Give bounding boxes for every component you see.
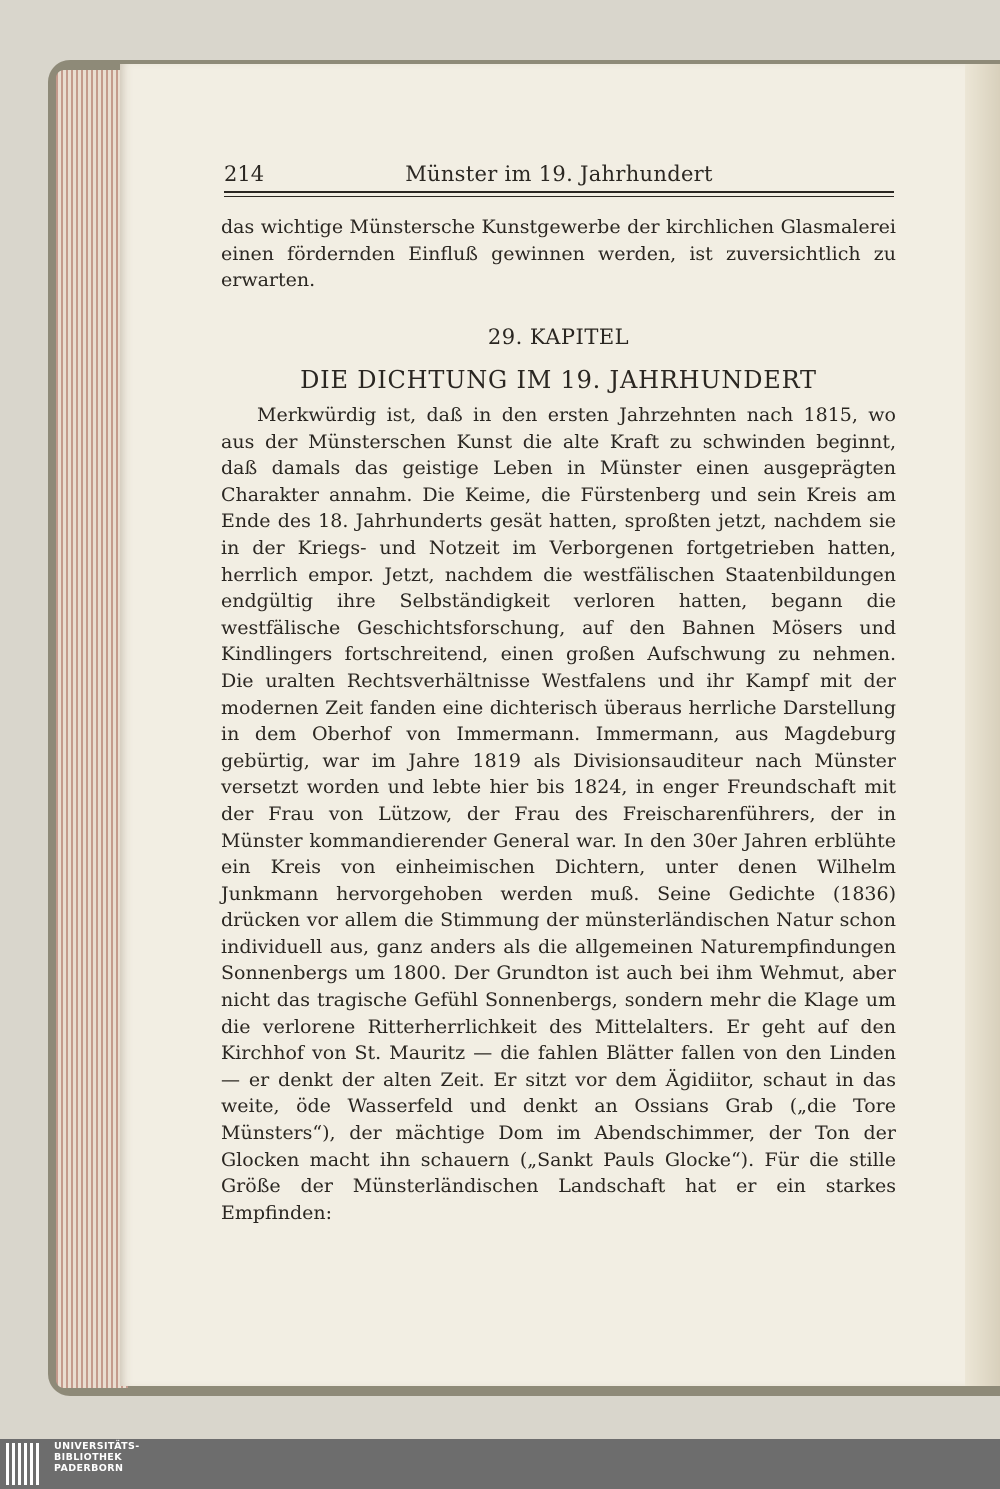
paragraph-text: das wichtige Münstersche Kunstgewerbe der kirchlichen Glasmalerei einen fördernden Einfluß gewinnen werden, ist zuversichtlich zu erwarten. [221,216,896,292]
header-rule-thin [224,196,894,197]
chapter-number: 29. KAPITEL [487,325,630,349]
page-number: 214 [224,162,265,186]
chapter-title: DIE DICHTUNG IM 19. JAHRHUNDERT [300,366,817,394]
library-logo-text [54,1441,214,1474]
page-fold-edge [965,64,1000,1386]
logo-line: UNIVERSITÄTS- [54,1441,140,1452]
main-paragraph [221,402,896,1226]
running-title: Münster im 19. Jahrhundert [405,162,713,186]
library-logo-icon [6,1443,46,1485]
paragraph-text: Merkwürdig ist, daß in den ersten Jahrzehnten nach 1815, wo aus der Münsterschen Kunst die alte Kraft zu schwinden beginnt, daß damals das geistige Leben in Münster einen ausgeprägten Charakter annahm. Die Keime, die Fürstenberg und sein Kreis am Ende des 18. Jahrhunderts gesät hatten, sproßten jetzt, nachdem sie in der Kriegs- und Notzeit im Verborgenen fortgetrieben hatten, herrlich empor. Jetzt, nachdem die westfälischen Staatenbildungen endgültig ihre Selbständigkeit verloren hatten, begann die westfälische Geschichtsforschung, auf den Bahnen Mösers und Kindlingers fortschreitend, einen großen Aufschwung zu nehmen. Die uralten Rechtsverhältnisse Westfalens und ihr Kampf mit der modernen Zeit fanden eine dichterisch überaus herrliche Darstellung in dem Oberhof von Immermann. Immermann, aus Magdeburg gebürtig, war im Jahre 1819 als Divisionsauditeur nach Münster versetzt worden und lebte hier bis 1824, in enger Freundschaft mit der Frau von Lützow, der Frau des Freischarenführers, der in Münster kommandierender General war. In den 30er Jahren erblühte ein Kreis von einheimischen Dichtern, unter denen Wilhelm Junkmann hervorgehoben werden muß. Seine Gedichte (1836) drücken vor allem die Stimmung der münsterländischen Natur schon individuell aus, ganz anders als die allgemeinen Naturempfindungen Sonnenbergs um 1800. Der Grundton ist auch bei ihm Wehmut, aber nicht das tragische Gefühl Sonnenbergs, sondern mehr die Klage um die verlorene Ritterherrlichkeit des Mittelalters. Er geht auf den Kirchhof von St. Mauritz — die fahlen Blätter fallen von den Linden — er denkt der alten Zeit. Er sitzt vor dem Ägidiitor, schaut in das weite, öde Wasserfeld und denkt an Ossians Grab („die Tore Münsters“), der mächtige Dom im Abendschimmer, der Ton der Glocken macht ihn schauern („Sankt Pauls Glocke“). Für die stille Größe der Münsterländischen Landschaft hat er ein starkes Empfinden: [221,404,896,1224]
carryover-paragraph [221,214,896,294]
logo-line: BIBLIOTHEK [54,1452,122,1463]
logo-line: PADERBORN [54,1463,124,1474]
header-rule [224,191,894,193]
page-header [224,160,894,194]
page-edges [56,70,128,1388]
